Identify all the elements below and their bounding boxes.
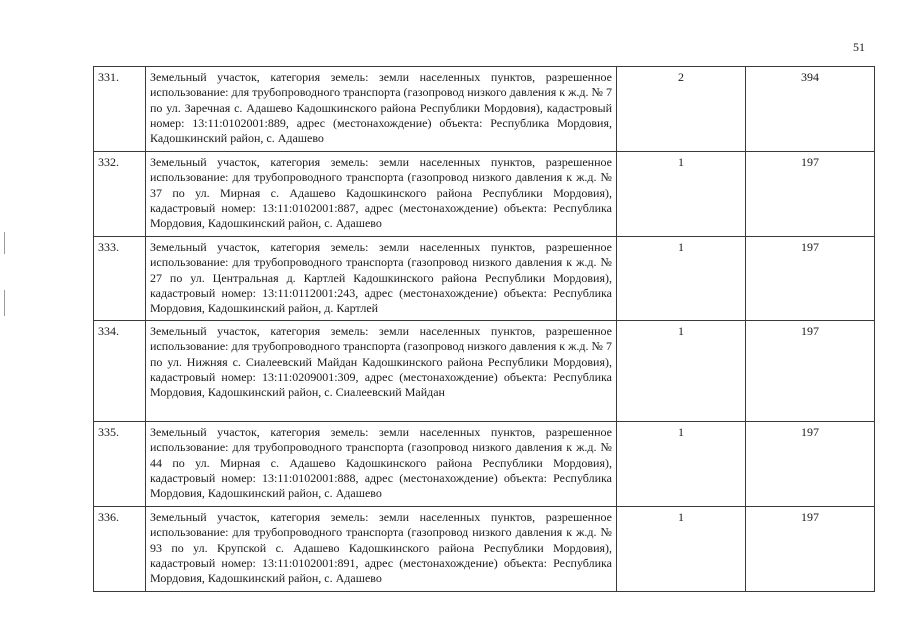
plot-quantity: 2	[617, 67, 746, 152]
plot-description: Земельный участок, категория земель: земли населенных пунктов, разрешенное использование: для трубопроводного транспорта (газопровод низкого давления к ж.д. № 44 по ул. Мирная с. Адашево Кадошкинского района Республики Мордовия), кадастровый номер: 13:11:0102001:888, адрес (местонахождение) объекта: Республика Мордовия, Кадошкинский район, с. Адашево	[146, 422, 617, 507]
plot-description: Земельный участок, категория земель: земли населенных пунктов, разрешенное использование: для трубопроводного транспорта (газопровод низкого давления к ж.д. № 27 по ул. Центральная д. Картлей Кадошкинского района Республики Мордовия), кадастровый номер: 13:11:0112001:243, адрес (местонахождение) объекта: Республика Мордовия, Кадошкинский район, д. Картлей	[146, 237, 617, 321]
plot-description: Земельный участок, категория земель: земли населенных пунктов, разрешенное использование: для трубопроводного транспорта (газопровод низкого давления к ж.д. № 7 по ул. Заречная с. Адашево Кадошкинского района Республики Мордовия), кадастровый номер: 13:11:0102001:889, адрес (местонахождение) объекта: Республика Мордовия, Кадошкинский район, с. Адашево	[146, 67, 617, 152]
plot-description: Земельный участок, категория земель: земли населенных пунктов, разрешенное использование: для трубопроводного транспорта (газопровод низкого давления к ж.д. № 93 по ул. Крупской с. Адашево Кадошкинского района Республики Мордовия), кадастровый номер: 13:11:0102001:891, адрес (местонахождение) объекта: Республика Мордовия, Кадошкинский район, с. Адашево	[146, 507, 617, 592]
plot-description: Земельный участок, категория земель: земли населенных пунктов, разрешенное использование: для трубопроводного транспорта (газопровод низкого давления к ж.д. № 7 по ул. Нижняя с. Сиалеевский Майдан Кадошкинского района Республики Мордовия), кадастровый номер: 13:11:0209001:309, адрес (местонахождение) объекта: Республика Мордовия, Кадошкинский район, с. Сиалеевский Майдан	[146, 321, 617, 422]
plot-area: 197	[746, 422, 875, 507]
plot-quantity: 1	[617, 321, 746, 422]
page-number: 51	[853, 40, 865, 54]
row-number: 332.	[94, 152, 146, 237]
table-row	[94, 507, 875, 592]
plot-quantity: 1	[617, 152, 746, 237]
row-number: 335.	[94, 422, 146, 507]
plot-area: 394	[746, 67, 875, 152]
margin-scan-mark	[4, 232, 5, 254]
plot-quantity: 1	[617, 422, 746, 507]
plot-area: 197	[746, 507, 875, 592]
table-row	[94, 152, 875, 237]
table-row	[94, 422, 875, 507]
margin-scan-mark	[4, 290, 5, 316]
table-row	[94, 321, 875, 422]
row-number: 331.	[94, 67, 146, 152]
plot-quantity: 1	[617, 237, 746, 321]
land-plots-table	[93, 66, 875, 592]
plot-description: Земельный участок, категория земель: земли населенных пунктов, разрешенное использование: для трубопроводного транспорта (газопровод низкого давления к ж.д. № 37 по ул. Мирная с. Адашево Кадошкинского района Республики Мордовия), кадастровый номер: 13:11:0102001:887, адрес (местонахождение) объекта: Республика Мордовия, Кадошкинский район, с. Адашево	[146, 152, 617, 237]
plot-area: 197	[746, 152, 875, 237]
plot-quantity: 1	[617, 507, 746, 592]
row-number: 334.	[94, 321, 146, 422]
plot-area: 197	[746, 321, 875, 422]
plot-area: 197	[746, 237, 875, 321]
row-number: 336.	[94, 507, 146, 592]
table-row	[94, 237, 875, 321]
table-row	[94, 67, 875, 152]
row-number: 333.	[94, 237, 146, 321]
